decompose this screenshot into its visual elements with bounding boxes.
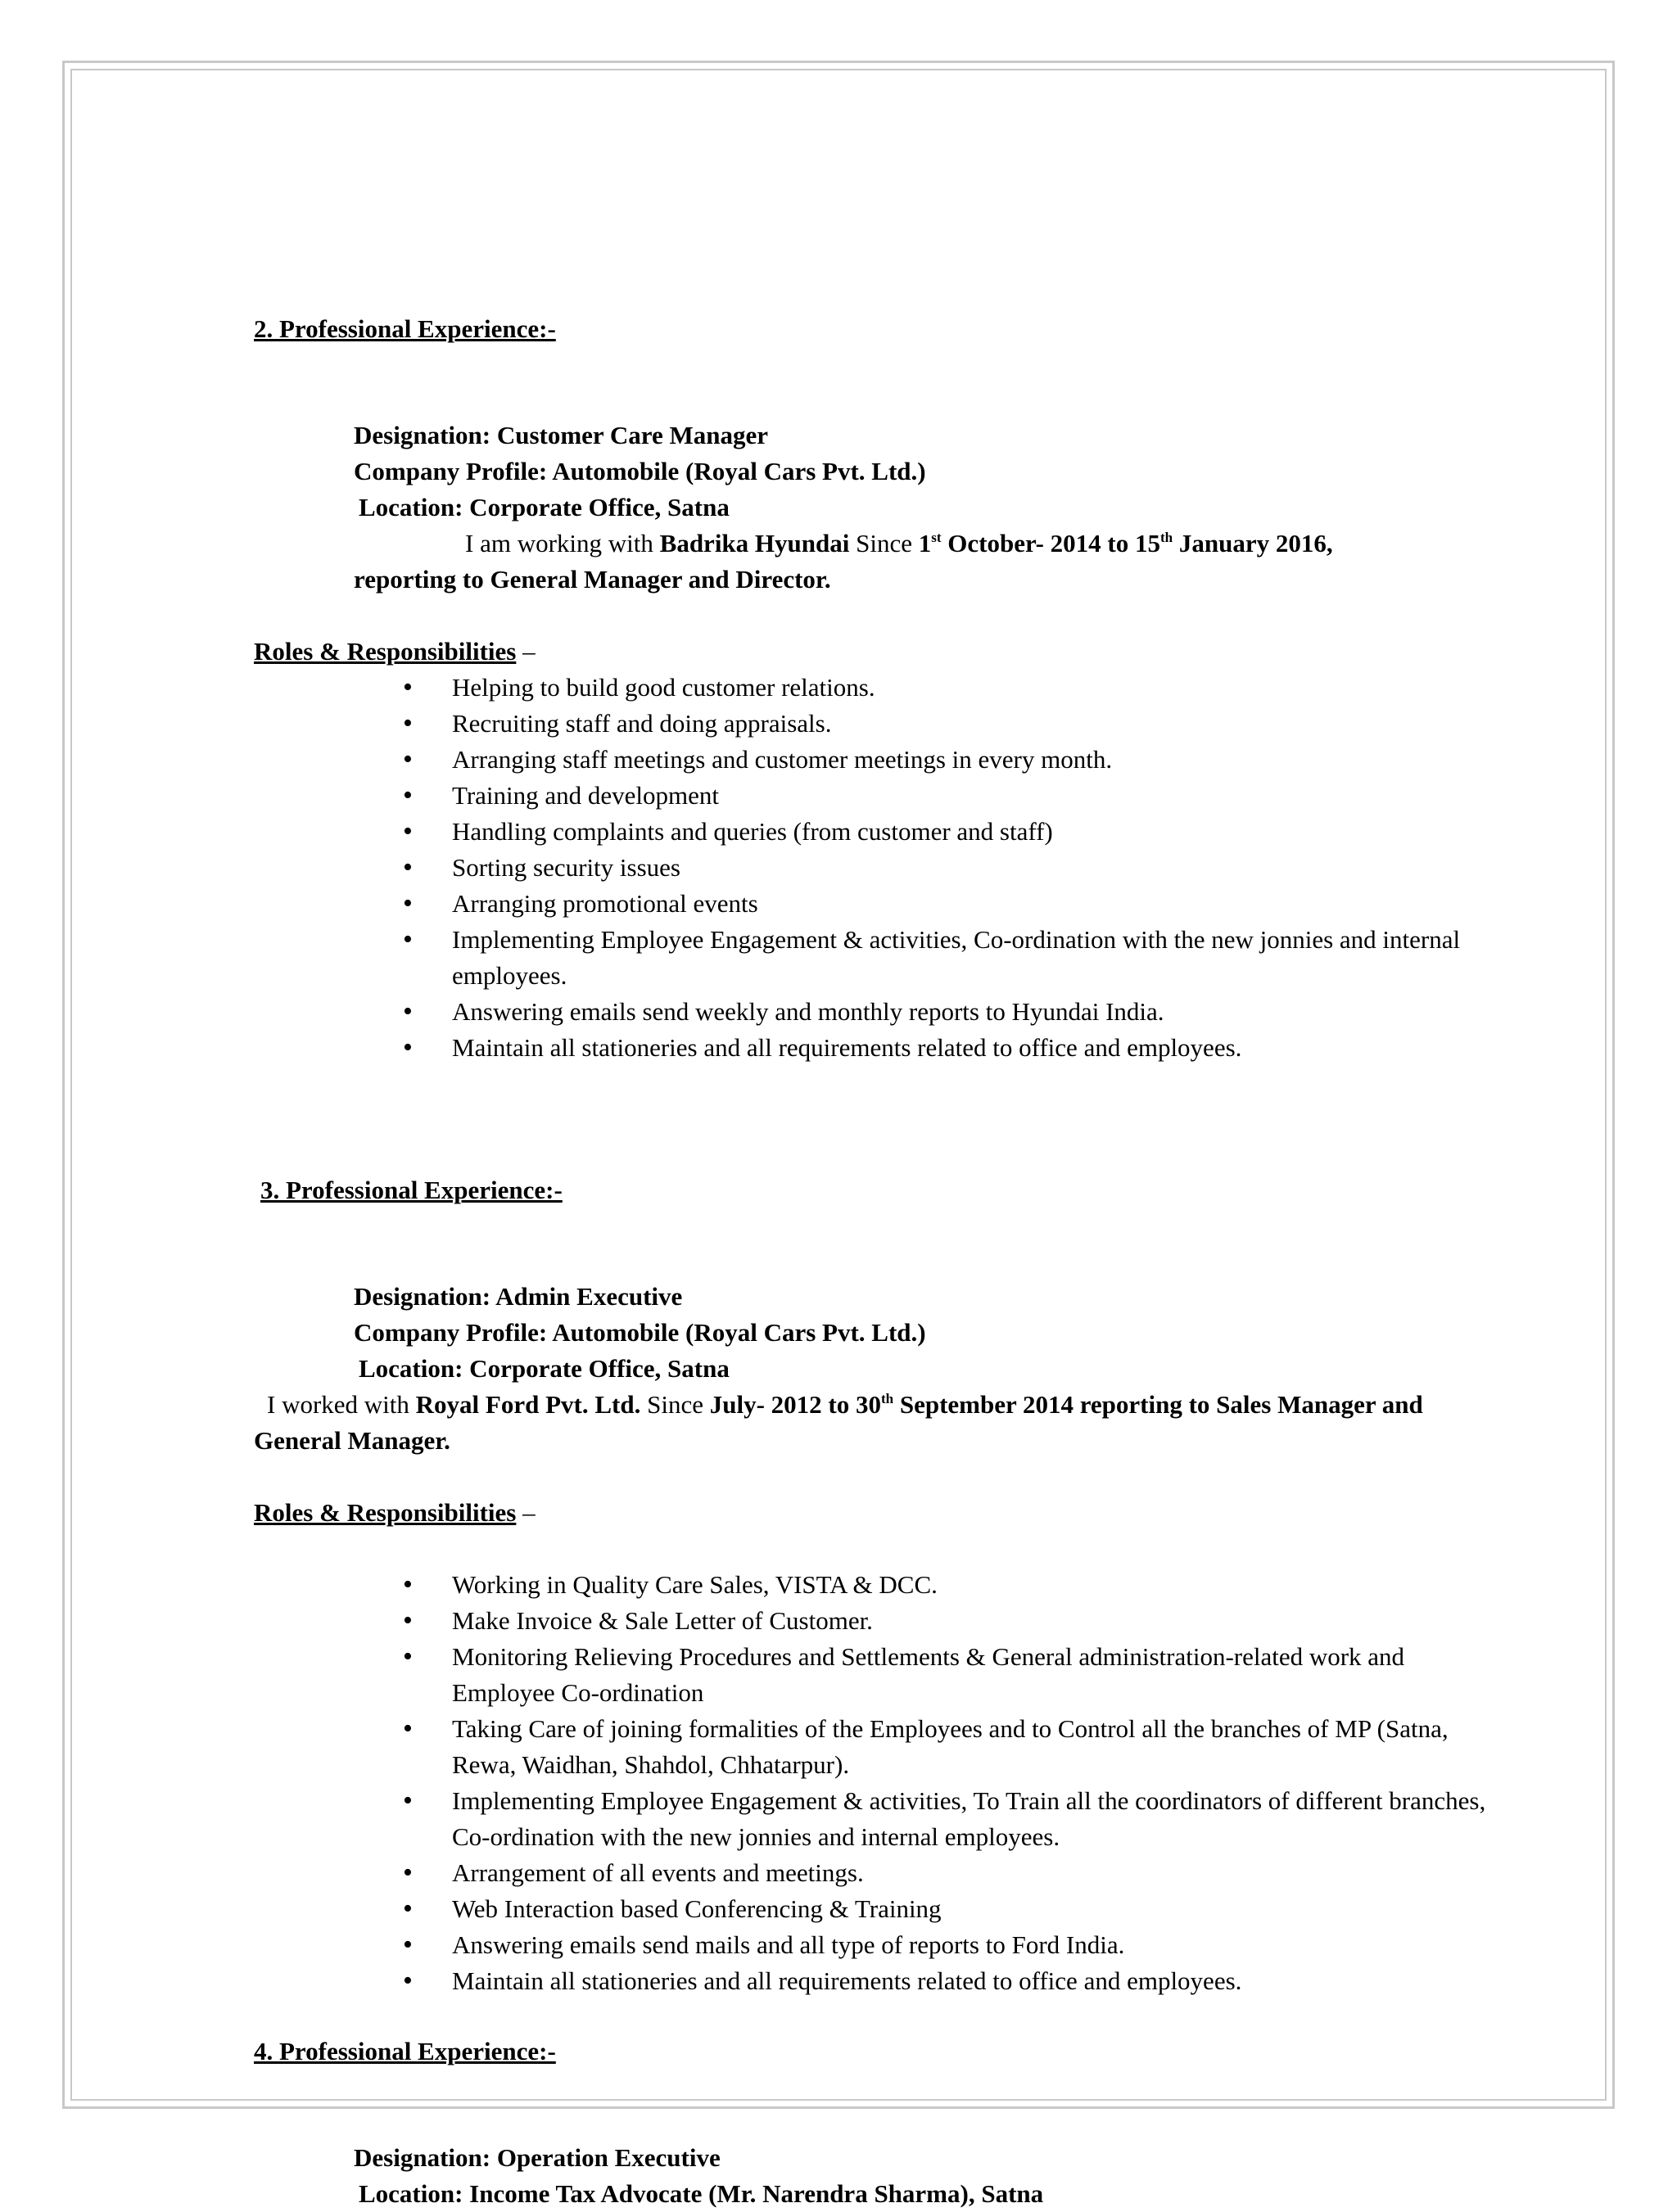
list-item: • Web Interaction based Conferencing & Training [254, 1891, 1498, 1927]
location: Location: Corporate Office, Satna [359, 1354, 730, 1383]
list-item: • Maintain all stationeries and all requirements related to office and employees. [254, 1963, 1498, 1999]
list-item: • Answering emails send weekly and monthly reports to Hyundai India. [254, 994, 1498, 1030]
list-item: • Helping to build good customer relations. [254, 670, 1498, 706]
roles-list [254, 670, 1498, 1066]
employment-summary: I am working with Badrika Hyundai Since 1st October- 2014 to 15th January 2016, reporting to General Manager and Director. [354, 529, 1333, 594]
location: Location: Income Tax Advocate (Mr. Narendra Sharma), Satna [359, 2179, 1044, 2208]
list-item: • Handling complaints and queries (from customer and staff) [254, 814, 1498, 850]
list-item: • Arrangement of all events and meetings. [254, 1855, 1498, 1891]
section-heading: 4. Professional Experience:- [254, 2037, 556, 2065]
list-item: • Taking Care of joining formalities of the Employees and to Control all the branches of MP (Satna, Rewa, Waidhan, Shahdol, Chhatarpur). [254, 1711, 1498, 1783]
resume-page [254, 311, 1498, 2212]
employer-name: Royal Ford Pvt. Ltd. [415, 1390, 641, 1419]
list-item: • Arranging staff meetings and customer meetings in every month. [254, 742, 1498, 778]
designation: Designation: Customer Care Manager [354, 421, 768, 449]
company-profile: Company Profile: Automobile (Royal Cars Pvt. Ltd.) [354, 1318, 926, 1347]
list-item: • Maintain all stationeries and all requirements related to office and employees. [254, 1030, 1498, 1066]
designation: Designation: Admin Executive [354, 1282, 683, 1311]
list-item: • Working in Quality Care Sales, VISTA & DCC. [254, 1567, 1498, 1603]
roles-list [254, 1567, 1498, 1999]
list-item: • Make Invoice & Sale Letter of Customer. [254, 1603, 1498, 1639]
company-profile: Company Profile: Automobile (Royal Cars Pvt. Ltd.) [354, 457, 926, 485]
roles-heading: Roles & Responsibilities – [254, 637, 536, 666]
designation: Designation: Operation Executive [354, 2143, 721, 2172]
list-item: • Arranging promotional events [254, 886, 1498, 922]
list-item: • Recruiting staff and doing appraisals. [254, 706, 1498, 742]
roles-heading: Roles & Responsibilities – [254, 1498, 536, 1527]
section-heading: 3. Professional Experience:- [260, 1176, 563, 1204]
employer-name: Badrika Hyundai [659, 529, 850, 558]
list-item: • Monitoring Relieving Procedures and Settlements & General administration-related work and Employee Co-ordination [254, 1639, 1498, 1711]
list-item: • Sorting security issues [254, 850, 1498, 886]
employment-summary: I worked with Royal Ford Pvt. Ltd. Since July- 2012 to 30th September 2014 reporting to Sales Manager and General Manager. [254, 1390, 1423, 1455]
section-heading: 2. Professional Experience:- [254, 314, 556, 343]
list-item: • Answering emails send mails and all type of reports to Ford India. [254, 1927, 1498, 1963]
list-item: • Training and development [254, 778, 1498, 814]
list-item: • Implementing Employee Engagement & activities, Co-ordination with the new jonnies and internal employees. [254, 922, 1498, 994]
list-item: • Implementing Employee Engagement & activities, To Train all the coordinators of different branches, Co-ordination with the new jonnies and internal employees. [254, 1783, 1498, 1855]
location: Location: Corporate Office, Satna [359, 493, 730, 521]
